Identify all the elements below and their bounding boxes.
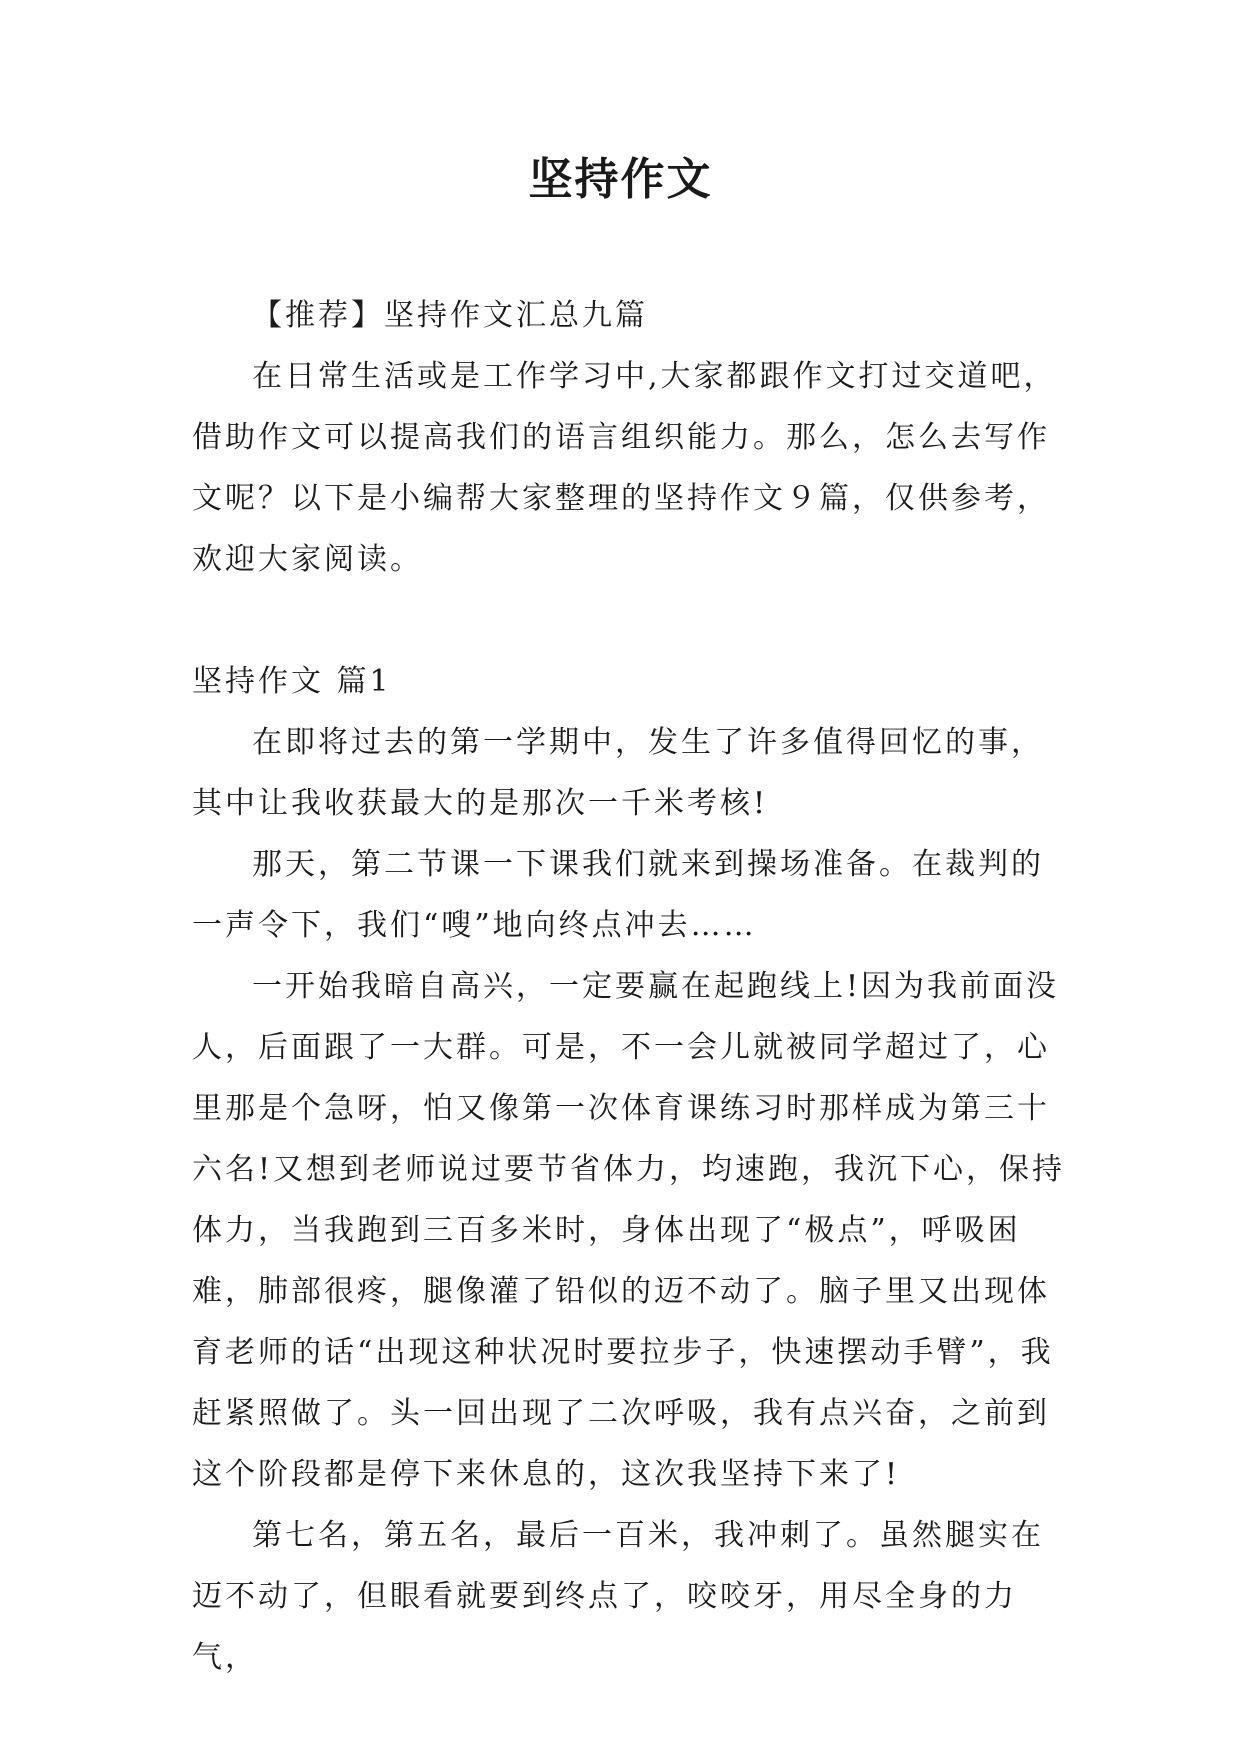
body-paragraph: 第七名，第五名，最后一百米，我冲刺了。虽然腿实在迈不动了，但眼看就要到终点了，咬咬牙，用尽全身的力气， [192,1518,1044,1675]
section-heading: 坚持作文 篇1 [192,664,392,699]
document-body [192,285,1072,1688]
intro-paragraph: 在日常生活或是工作学习中,大家都跟作文打过交道吧，借助作文可以提高我们的语言组织能力。那么，怎么去写作文呢？以下是小编帮大家整理的坚持作文９篇，仅供参考，欢迎大家阅读。 [192,359,1057,577]
document-title: 坚持作文 [528,154,713,205]
body-paragraph: 在即将过去的第一学期中，发生了许多值得回忆的事，其中让我收获最大的是那次一千米考核! [192,725,1044,821]
intro-subtitle: 【推荐】坚持作文汇总九篇 [252,298,648,333]
body-paragraph: 那天，第二节课一下课我们就来到操场准备。在裁判的一声令下，我们“嗖”地向终点冲去…… [192,847,1044,943]
body-paragraph: 一开始我暗自高兴，一定要赢在起跑线上!因为我前面没人，后面跟了一大群。可是，不一会儿就被同学超过了，心里那是个急呀，怕又像第一次体育课练习时那样成为第三十六名!又想到老师说过要节省体力，均速跑，我沉下心，保持体力，当我跑到三百多米时，身体出现了“极点”，呼吸困难，肺部很疼，腿像灌了铅似的迈不动了。脑子里又出现体育老师的话“出现这种状况时要拉步子，快速摆动手臂”，我赶紧照做了。头一回出现了二次呼吸，我有点兴奋，之前到这个阶段都是停下来休息的，这次我坚持下来了! [192,969,1066,1492]
